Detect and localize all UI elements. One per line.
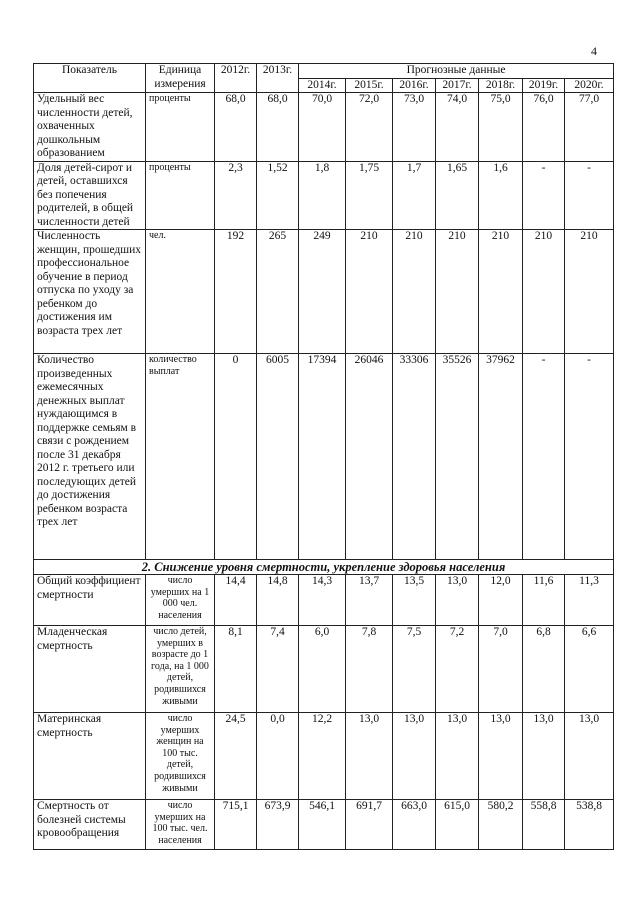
cell-value: 715,1 bbox=[215, 800, 257, 850]
row-unit: чел. bbox=[146, 230, 215, 354]
cell-value: 7,5 bbox=[393, 626, 436, 713]
cell-value: 11,6 bbox=[523, 575, 565, 626]
cell-value: 26046 bbox=[346, 354, 393, 560]
row-label: Материнская смертность bbox=[34, 713, 146, 800]
cell-value: 7,0 bbox=[479, 626, 523, 713]
row-label: Младенческая смертность bbox=[34, 626, 146, 713]
cell-value: 6005 bbox=[257, 354, 299, 560]
cell-value: - bbox=[565, 161, 614, 230]
header-forecast-year: 2019г. bbox=[523, 78, 565, 93]
cell-value: 35526 bbox=[436, 354, 479, 560]
header-forecast-year: 2014г. bbox=[299, 78, 346, 93]
cell-value: 210 bbox=[393, 230, 436, 354]
section-row bbox=[34, 560, 614, 575]
cell-value: 14,3 bbox=[299, 575, 346, 626]
header-year-2013: 2013г. bbox=[257, 64, 299, 93]
cell-value: 1,65 bbox=[436, 161, 479, 230]
cell-value: 673,9 bbox=[257, 800, 299, 850]
cell-value: 615,0 bbox=[436, 800, 479, 850]
cell-value: 538,8 bbox=[565, 800, 614, 850]
cell-value: 1,7 bbox=[393, 161, 436, 230]
cell-value: 76,0 bbox=[523, 93, 565, 162]
cell-value: 0,0 bbox=[257, 713, 299, 800]
cell-value: 13,0 bbox=[346, 713, 393, 800]
row-unit: число умерших на 1 000 чел. населения bbox=[146, 575, 215, 626]
cell-value: 13,0 bbox=[393, 713, 436, 800]
cell-value: 691,7 bbox=[346, 800, 393, 850]
cell-value: 33306 bbox=[393, 354, 436, 560]
row-label: Численность женщин, прошедших профессиональное обучение в период отпуска по уходу за ребенком до достижения им возраста трех лет bbox=[34, 230, 146, 354]
cell-value: 77,0 bbox=[565, 93, 614, 162]
cell-value: 24,5 bbox=[215, 713, 257, 800]
cell-value: 192 bbox=[215, 230, 257, 354]
header-forecast-year: 2020г. bbox=[565, 78, 614, 93]
cell-value: 7,4 bbox=[257, 626, 299, 713]
page-number: 4 bbox=[591, 44, 597, 58]
header-forecast-year: 2017г. bbox=[436, 78, 479, 93]
cell-value: - bbox=[523, 354, 565, 560]
row-label: Смертность от болезней системы кровообращения bbox=[34, 800, 146, 850]
cell-value: - bbox=[565, 354, 614, 560]
cell-value: 13,0 bbox=[479, 713, 523, 800]
cell-value: 6,6 bbox=[565, 626, 614, 713]
header-forecast-year: 2016г. bbox=[393, 78, 436, 93]
cell-value: - bbox=[523, 161, 565, 230]
cell-value: 265 bbox=[257, 230, 299, 354]
cell-value: 7,2 bbox=[436, 626, 479, 713]
table-row bbox=[34, 800, 614, 850]
cell-value: 68,0 bbox=[257, 93, 299, 162]
cell-value: 37962 bbox=[479, 354, 523, 560]
header-unit: Единица измерения bbox=[146, 64, 215, 93]
cell-value: 73,0 bbox=[393, 93, 436, 162]
row-unit: число умерших женщин на 100 тыс. детей, родившихся живыми bbox=[146, 713, 215, 800]
cell-value: 546,1 bbox=[299, 800, 346, 850]
cell-value: 1,75 bbox=[346, 161, 393, 230]
cell-value: 210 bbox=[346, 230, 393, 354]
cell-value: 11,3 bbox=[565, 575, 614, 626]
cell-value: 13,7 bbox=[346, 575, 393, 626]
header-forecast-year: 2018г. bbox=[479, 78, 523, 93]
cell-value: 70,0 bbox=[299, 93, 346, 162]
row-unit: число детей, умерших в возрасте до 1 года, на 1 000 детей, родившихся живыми bbox=[146, 626, 215, 713]
row-label: Удельный вес численности детей, охваченных дошкольным образованием bbox=[34, 93, 146, 162]
cell-value: 1,6 bbox=[479, 161, 523, 230]
cell-value: 663,0 bbox=[393, 800, 436, 850]
cell-value: 7,8 bbox=[346, 626, 393, 713]
cell-value: 6,8 bbox=[523, 626, 565, 713]
header-forecast-year: 2015г. bbox=[346, 78, 393, 93]
row-label: Количество произведенных ежемесячных денежных выплат нуждающимся в поддержке семьям в связи с рождением после 31 декабря 2012 г. третьего или последующих детей до достижения ребенком возраста трех лет bbox=[34, 354, 146, 560]
table-row bbox=[34, 230, 614, 354]
cell-value: 210 bbox=[565, 230, 614, 354]
row-unit: проценты bbox=[146, 161, 215, 230]
table-row bbox=[34, 93, 614, 162]
table-row bbox=[34, 354, 614, 560]
cell-value: 12,0 bbox=[479, 575, 523, 626]
row-unit: проценты bbox=[146, 93, 215, 162]
cell-value: 210 bbox=[436, 230, 479, 354]
indicators-table bbox=[33, 63, 614, 850]
cell-value: 249 bbox=[299, 230, 346, 354]
cell-value: 210 bbox=[523, 230, 565, 354]
cell-value: 17394 bbox=[299, 354, 346, 560]
cell-value: 580,2 bbox=[479, 800, 523, 850]
row-unit: количество выплат bbox=[146, 354, 215, 560]
cell-value: 1,8 bbox=[299, 161, 346, 230]
section-title: 2. Снижение уровня смертности, укрепление здоровья населения bbox=[34, 560, 614, 575]
cell-value: 210 bbox=[479, 230, 523, 354]
cell-value: 12,2 bbox=[299, 713, 346, 800]
cell-value: 8,1 bbox=[215, 626, 257, 713]
table-row bbox=[34, 713, 614, 800]
table-row bbox=[34, 626, 614, 713]
cell-value: 13,0 bbox=[523, 713, 565, 800]
cell-value: 75,0 bbox=[479, 93, 523, 162]
cell-value: 68,0 bbox=[215, 93, 257, 162]
table-row bbox=[34, 575, 614, 626]
cell-value: 0 bbox=[215, 354, 257, 560]
cell-value: 14,4 bbox=[215, 575, 257, 626]
row-label: Доля детей-сирот и детей, оставшихся без попечения родителей, в общей численности детей bbox=[34, 161, 146, 230]
table-row bbox=[34, 161, 614, 230]
row-label: Общий коэффициент смертности bbox=[34, 575, 146, 626]
header-indicator: Показатель bbox=[34, 64, 146, 93]
cell-value: 13,0 bbox=[565, 713, 614, 800]
header-year-2012: 2012г. bbox=[215, 64, 257, 93]
cell-value: 74,0 bbox=[436, 93, 479, 162]
cell-value: 72,0 bbox=[346, 93, 393, 162]
cell-value: 6,0 bbox=[299, 626, 346, 713]
cell-value: 13,5 bbox=[393, 575, 436, 626]
row-unit: число умерших на 100 тыс. чел. населения bbox=[146, 800, 215, 850]
cell-value: 14,8 bbox=[257, 575, 299, 626]
cell-value: 2,3 bbox=[215, 161, 257, 230]
cell-value: 13,0 bbox=[436, 575, 479, 626]
cell-value: 1,52 bbox=[257, 161, 299, 230]
header-forecast: Прогнозные данные bbox=[299, 64, 614, 79]
cell-value: 13,0 bbox=[436, 713, 479, 800]
cell-value: 558,8 bbox=[523, 800, 565, 850]
